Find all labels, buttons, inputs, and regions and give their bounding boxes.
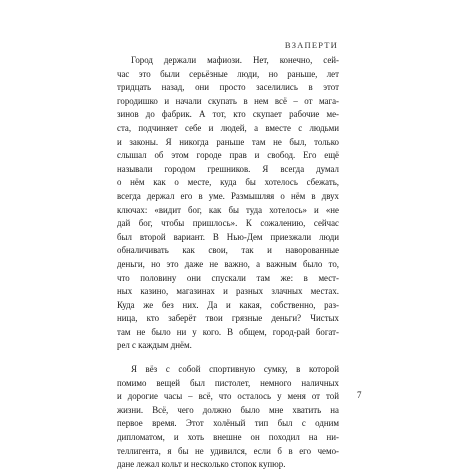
text-line: ница, кто заберёт твои грязные деньги? Чистых xyxy=(117,313,339,324)
text-line: жизни. Всё, чего должно было мне хватить на xyxy=(117,404,339,415)
text-line: обналичивать как свои, так и наворованные xyxy=(117,245,339,256)
text-line: и дорогие часы – всё, что осталось у меня от той xyxy=(117,391,339,402)
text-line: городишко и начали скупать в нем всё – от мага- xyxy=(117,95,339,106)
text-line: дипломатом, и хоть внешне он походил на ни- xyxy=(117,432,339,443)
text-line: дане лежал кольт и несколько стопок купюр. xyxy=(117,459,286,470)
text-line: Город держали мафиози. Нет, конечно, сей- xyxy=(131,55,339,65)
text-line: Я вёз с собой спортивную сумку, в которой xyxy=(131,364,339,375)
text-line: дай бог, чтобы пришлось». К сожалению, сейчас xyxy=(117,218,339,229)
running-head: ВЗАПЕРТИ xyxy=(284,40,338,50)
text-line: рел с каждым днём. xyxy=(117,340,192,351)
text-line: ста, подчиняет себе и людей, а вместе с людьми xyxy=(117,122,339,133)
text-line: был второй вариант. В Нью-Дем приезжали люди xyxy=(117,231,339,242)
text-line: называли городом грешников. Я всегда думал xyxy=(117,163,339,174)
text-line: Куда же без них. Да и какая, собственно, раз- xyxy=(117,299,339,310)
text-line: что половину они спускали там же: в мест- xyxy=(117,272,339,283)
text-line: ных казино, магазинах и разных злачных местах. xyxy=(117,286,339,297)
text-line: тридцать назад, они просто заселились в этот xyxy=(117,82,339,93)
paragraph-gap xyxy=(117,353,339,363)
text-line: зинов до фабрик. А тот, кто скупает рабочие ме- xyxy=(117,109,339,120)
page-number: 7 xyxy=(357,390,362,400)
text-line: помимо вещей был пистолет, немного наличных xyxy=(117,377,339,388)
text-line: деньги, но это даже не важно, а важным было то, xyxy=(117,258,339,269)
text-line: всегда держал его в уме. Размышляя о нём в двух xyxy=(117,190,339,201)
text-line: слышал об этом городе прав и свобод. Его ещё xyxy=(117,150,339,161)
body-text xyxy=(117,54,339,472)
text-line: и законы. Я никогда раньше там не был, только xyxy=(117,136,339,147)
text-line: первое время. Этот холёный тип был с одним xyxy=(117,418,339,429)
text-line: ключах: «видит бог, как бы туда хотелось» и «не xyxy=(117,204,339,215)
text-line: час это были серьёзные люди, но раньше, лет xyxy=(117,68,339,79)
text-line: о нём как о месте, куда бы хотелось сбежать, xyxy=(117,177,339,188)
text-line: теллигента, я бы не удивился, если б в его чемо- xyxy=(117,445,339,456)
text-line: там не было ни у кого. В общем, город-рай богат- xyxy=(117,326,339,337)
